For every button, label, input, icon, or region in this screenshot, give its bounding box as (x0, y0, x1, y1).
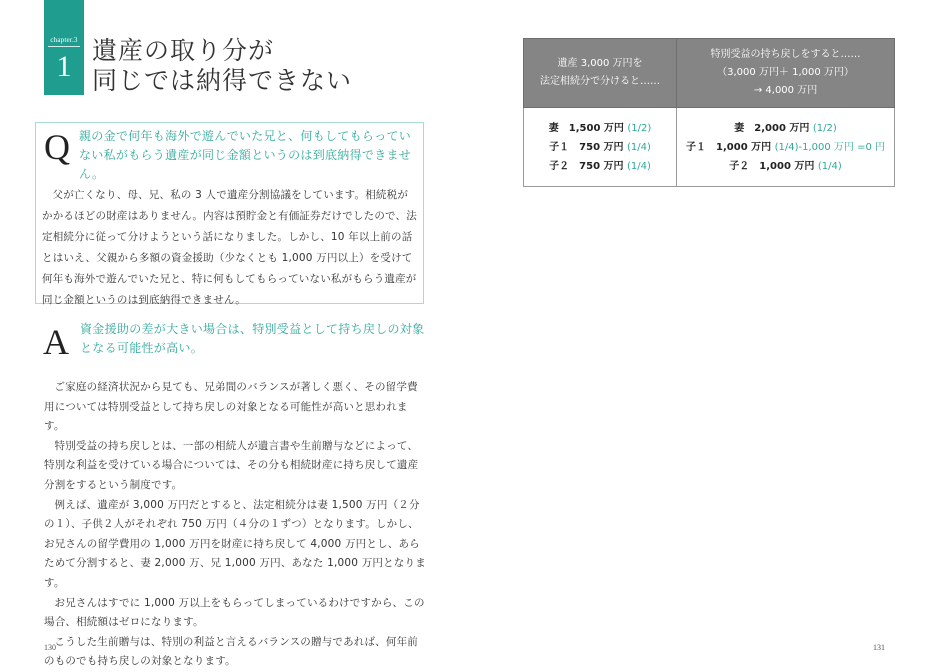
heir-amount: 子１ 750 万円 (549, 141, 624, 153)
question-box (35, 122, 424, 304)
special-benefit-cell (677, 108, 895, 187)
answer-paragraph: 例えば、遺産が 3,000 万円だとすると、法定相続分は妻 1,500 万円（２分の１）、子供２人がそれぞれ 750 万円（４分の１ずつ）となります。しかし、お兄さんの留学費用の 1,000 万円を財産に持ち戻して 4,000 万円とし、あらためて分割すると、妻 2,000 万、兄 1,000 万円、あなた 1,000 万円となります。 (44, 498, 426, 589)
question-paragraph: 父が亡くなり、母、兄、私の 3 人で遺産分割協議をしています。相続税がかかるほどの財産はありません。内容は預貯金と有価証券だけでしたので、法定相続分に従って分けようという話になりました。しかし、10 年以上前の話とはいえ、父親から多額の資金援助（少なくとも 1,000 万円以上）を受けて何年も海外で遊んでいた兄と、特に何もしてもらっていない私がもらう遺産が同じ金額というのは到底納得できません。 (42, 189, 417, 306)
heir-share-line (524, 119, 676, 138)
answer-paragraph: お兄さんはすでに 1,000 万以上をもらってしまっているわけですから、この場合、相続額はゼロになります。 (44, 596, 425, 629)
heir-share-line (677, 138, 894, 157)
chapter-divider (48, 46, 80, 47)
heir-amount: 子２ 1,000 万円 (729, 160, 815, 172)
answer-headline: 資金援助の差が大きい場合は、特別受益として持ち戻しの対象となる可能性が高い。 (80, 322, 425, 355)
chapter-badge (44, 0, 84, 95)
heir-amount: 妻 1,500 万円 (548, 122, 624, 134)
answer-paragraph: ご家庭の経済状況から見ても、兄弟間のバランスが著しく悪く、その留学費用については特別受益として持ち戻しの対象となる可能性が高いと思われます。 (44, 381, 418, 433)
header-line: → 4,000 万円 (753, 85, 818, 96)
page-number-right: 131 (873, 643, 885, 652)
header-line: 特別受益の持ち戻しをすると…… (710, 49, 861, 60)
table-row (524, 108, 895, 187)
heir-fraction: (1/4) (627, 160, 651, 172)
answer-letter: A (43, 322, 69, 362)
inheritance-comparison-table (523, 38, 895, 187)
header-special-benefit (677, 39, 895, 108)
heir-amount: 妻 2,000 万円 (734, 122, 810, 134)
chapter-label: chapter.3 (50, 36, 78, 44)
heir-share-line (677, 157, 894, 176)
heir-share-line (677, 119, 894, 138)
header-line: 遺産 3,000 万円を (557, 58, 643, 69)
left-page (0, 0, 470, 667)
page-title (92, 36, 352, 96)
chapter-number: 1 (56, 50, 72, 83)
heir-fraction: (1/4) (627, 141, 651, 153)
header-line: 法定相続分で分けると…… (540, 76, 661, 87)
heir-amount: 子２ 750 万円 (549, 160, 624, 172)
heir-fraction: (1/2) (627, 122, 652, 134)
page-number-left: 130 (44, 643, 56, 652)
header-statutory-share (524, 39, 677, 108)
answer-paragraph: こうした生前贈与は、特別の利益と言えるバランスの贈与であれば、何年前のものでも持ち戻しの対象となります。 (44, 635, 418, 668)
header-line: （3,000 万円＋ 1,000 万円） (717, 67, 854, 78)
heir-share-line (524, 138, 676, 157)
heir-fraction: (1/4) (817, 160, 842, 172)
answer-body (44, 378, 426, 672)
answer-paragraph: 特別受益の持ち戻しとは、一部の相続人が遺言書や生前贈与などによって、特別な利益を受けている場合については、その分も相続財産に持ち戻して遺産分割をするという制度です。 (44, 439, 419, 491)
question-body (42, 185, 418, 311)
question-headline: 親の金で何年も海外で遊んでいた兄と、何もしてもらっていない私がもらう遺産が同じ金額というのは到底納得できません。 (79, 129, 412, 181)
question-letter: Q (44, 127, 70, 167)
heir-fraction: (1/2) (812, 122, 837, 134)
heir-fraction: (1/4)-1,000 万円 =0 円 (774, 141, 886, 153)
title-line-2: 同じでは納得できない (92, 66, 353, 95)
heir-amount: 子１ 1,000 万円 (686, 141, 772, 153)
title-line-1: 遺産の取り分が (92, 36, 275, 65)
statutory-share-cell (524, 108, 677, 187)
table-header-row (524, 39, 895, 108)
heir-share-line (524, 157, 676, 176)
